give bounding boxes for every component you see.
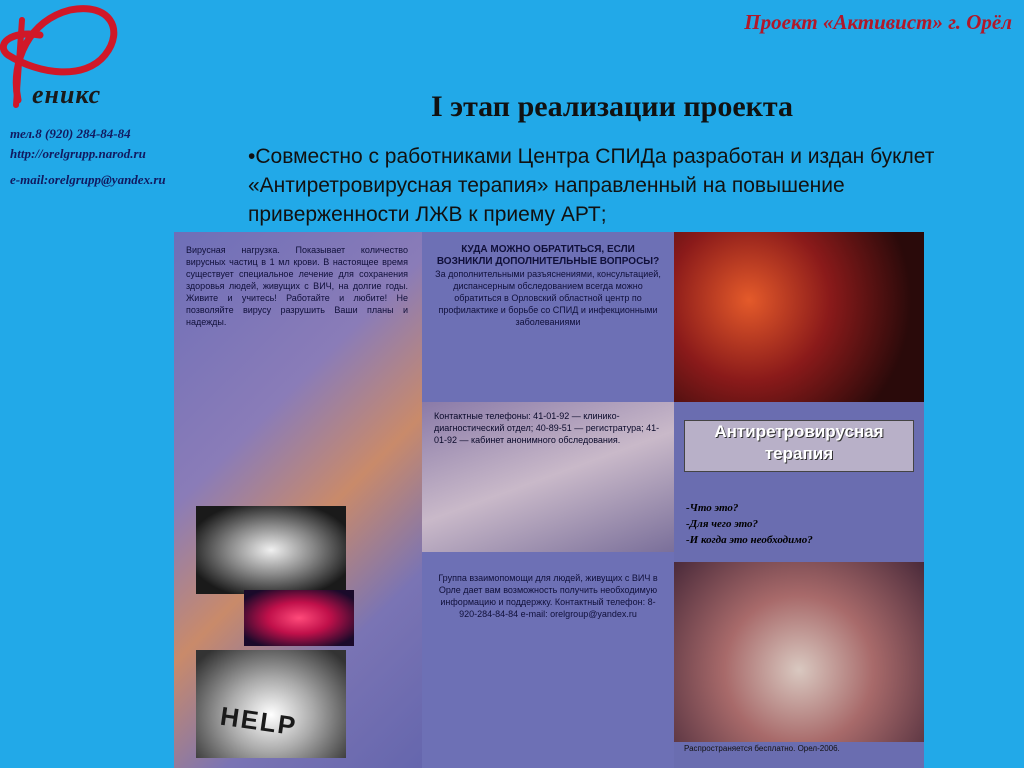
brochure-image [174, 232, 924, 768]
cover-title: Антиретровирусная терапия [684, 420, 914, 472]
panel-middle-text: За дополнительными разъяснениями, консультацией, диспансерным обследованием всегда можно обратиться в Орловский областной центр по профилактике и борьбе со СПИД и инфекционными заболеваниями [435, 269, 661, 327]
panel-middle-contacts: Контактные телефоны: 41-01-92 — клинико-диагностический отдел; 40-89-51 — регистратура; 41-01-92 — кабинет анонимного обследования. [434, 411, 660, 445]
cover-questions [686, 500, 914, 548]
project-title: Проект «Активист» г. Орёл [744, 10, 1012, 34]
cover-question: -И когда это необходимо? [686, 534, 813, 546]
panel-middle-top [432, 244, 664, 328]
cover-question: -Для чего это? [686, 518, 759, 530]
stage-title: I этап реализации проекта [430, 90, 794, 123]
brochure-footer: Распространяется бесплатно. Орел-2006. [684, 744, 840, 753]
scattered-pills-photo [674, 562, 924, 742]
contact-email[interactable]: e-mail:orelgrupp@yandex.ru [10, 172, 166, 187]
contacts-block [10, 124, 166, 190]
pills-photo-pink [244, 590, 354, 646]
pills-photo-help [196, 650, 346, 758]
pills-photo-white [196, 506, 346, 594]
cover-question: -Что это? [686, 502, 739, 514]
brochure-panel-middle [422, 232, 674, 768]
contact-site[interactable]: http://orelgrupp.narod.ru [10, 146, 146, 161]
help-word: HELP [218, 700, 300, 742]
logo-word: еникс [32, 80, 102, 109]
panel-middle-heading: КУДА МОЖНО ОБРАТИТЬСЯ, ЕСЛИ ВОЗНИКЛИ ДОПОЛНИТЕЛЬНЫЕ ВОПРОСЫ? [436, 244, 660, 267]
contact-phone: тел.8 (920) 284-84-84 [10, 126, 131, 141]
bullet-text: •Совместно с работниками Центра СПИДа разработан и издан буклет «Антиретровирусная терапия» направленный на повышение приверженности ЛЖВ к приему АРТ; [248, 145, 935, 226]
panel-left-text: Вирусная нагрузка. Показывает количество вирусных частиц в 1 мл крови. В настоящее время существует специальное лечение для сохранения здоровья людей, живущих с ВИЧ, на долгие годы. Живите и учитесь! Работайте и любите! Не позволяйте вирусу разрушить Ваши планы и надежды. [186, 245, 408, 327]
panel-middle-bottom: Группа взаимопомощи для людей, живущих с ВИЧ в Орле дает вам возможность получить необходимую информацию и поддержку. Контактный телефон: 8-920-284-84-84 e-mail: orelgroup@yandex.ru [438, 573, 658, 619]
brochure-panel-left [174, 232, 422, 768]
